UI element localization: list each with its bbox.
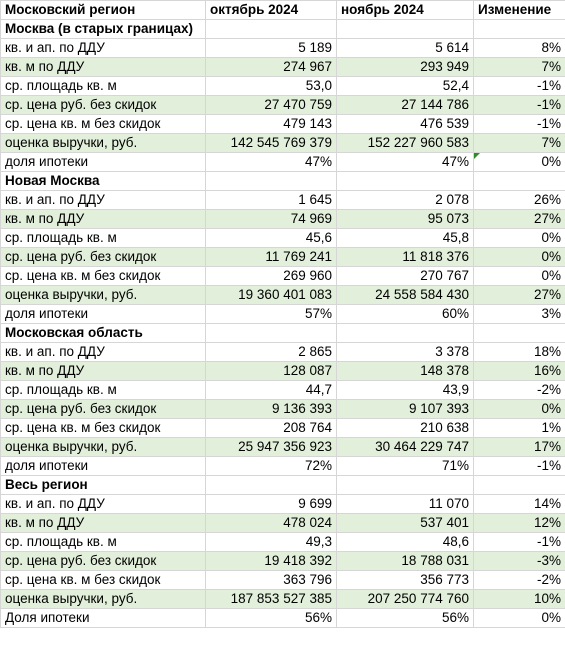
- change-cell[interactable]: 14%: [474, 495, 565, 514]
- header-row: [1, 1, 565, 20]
- empty-cell[interactable]: [474, 324, 565, 343]
- november-cell[interactable]: 9 107 393: [337, 400, 474, 419]
- october-cell[interactable]: 478 024: [206, 514, 337, 533]
- november-cell[interactable]: 148 378: [337, 362, 474, 381]
- november-cell[interactable]: 95 073: [337, 210, 474, 229]
- table-row: [1, 115, 565, 134]
- metric-cell[interactable]: ср. площадь кв. м: [1, 229, 206, 248]
- change-cell[interactable]: -2%: [474, 571, 565, 590]
- november-cell[interactable]: 537 401: [337, 514, 474, 533]
- metric-cell[interactable]: ср. цена кв. м без скидок: [1, 419, 206, 438]
- october-cell[interactable]: 363 796: [206, 571, 337, 590]
- november-cell[interactable]: 2 078: [337, 191, 474, 210]
- october-cell[interactable]: 47%: [206, 153, 337, 172]
- change-cell[interactable]: 18%: [474, 343, 565, 362]
- empty-cell[interactable]: [474, 172, 565, 191]
- november-cell[interactable]: 24 558 584 430: [337, 286, 474, 305]
- table-row: [1, 210, 565, 229]
- table-row: [1, 381, 565, 400]
- november-cell[interactable]: 43,9: [337, 381, 474, 400]
- october-cell[interactable]: 49,3: [206, 533, 337, 552]
- change-cell[interactable]: 0%: [474, 248, 565, 267]
- october-cell[interactable]: 25 947 356 923: [206, 438, 337, 457]
- november-cell[interactable]: 356 773: [337, 571, 474, 590]
- table-row: [1, 305, 565, 324]
- october-cell[interactable]: 9 136 393: [206, 400, 337, 419]
- section-header-row: [1, 476, 565, 495]
- metric-cell[interactable]: кв. и ап. по ДДУ: [1, 495, 206, 514]
- section-header-row: [1, 324, 565, 343]
- change-cell[interactable]: -2%: [474, 381, 565, 400]
- change-cell[interactable]: 12%: [474, 514, 565, 533]
- table-row: [1, 77, 565, 96]
- empty-cell[interactable]: [206, 476, 337, 495]
- metric-cell[interactable]: ср. площадь кв. м: [1, 381, 206, 400]
- metric-cell[interactable]: кв. м по ДДУ: [1, 362, 206, 381]
- october-cell[interactable]: 2 865: [206, 343, 337, 362]
- section-title[interactable]: Весь регион: [1, 476, 206, 495]
- november-cell[interactable]: 27 144 786: [337, 96, 474, 115]
- metric-cell[interactable]: оценка выручки, руб.: [1, 438, 206, 457]
- table-row: [1, 514, 565, 533]
- header-cell-change[interactable]: Изменение: [474, 1, 565, 20]
- change-cell[interactable]: 8%: [474, 39, 565, 58]
- empty-cell[interactable]: [337, 476, 474, 495]
- change-cell[interactable]: -1%: [474, 115, 565, 134]
- empty-cell[interactable]: [337, 324, 474, 343]
- change-cell[interactable]: 16%: [474, 362, 565, 381]
- table-row: [1, 248, 565, 267]
- metric-cell[interactable]: ср. цена кв. м без скидок: [1, 267, 206, 286]
- section-title[interactable]: Москва (в старых границах): [1, 20, 206, 39]
- table-row: [1, 400, 565, 419]
- change-cell[interactable]: 0%: [474, 267, 565, 286]
- table-row: [1, 58, 565, 77]
- november-cell[interactable]: 207 250 774 760: [337, 590, 474, 609]
- november-cell[interactable]: 71%: [337, 457, 474, 476]
- october-cell[interactable]: 44,7: [206, 381, 337, 400]
- october-cell[interactable]: 74 969: [206, 210, 337, 229]
- table-row: [1, 229, 565, 248]
- metric-cell[interactable]: ср. цена руб. без скидок: [1, 552, 206, 571]
- metric-cell[interactable]: ср. цена руб. без скидок: [1, 96, 206, 115]
- change-cell[interactable]: 17%: [474, 438, 565, 457]
- empty-cell[interactable]: [474, 20, 565, 39]
- empty-cell[interactable]: [206, 324, 337, 343]
- metric-cell[interactable]: кв. и ап. по ДДУ: [1, 191, 206, 210]
- table-row: [1, 457, 565, 476]
- metric-cell[interactable]: ср. площадь кв. м: [1, 533, 206, 552]
- november-cell[interactable]: 476 539: [337, 115, 474, 134]
- november-cell[interactable]: 60%: [337, 305, 474, 324]
- november-cell[interactable]: 47%: [337, 153, 474, 172]
- metric-cell[interactable]: ср. цена кв. м без скидок: [1, 571, 206, 590]
- table-row: [1, 267, 565, 286]
- october-cell[interactable]: 274 967: [206, 58, 337, 77]
- table-row: [1, 571, 565, 590]
- october-cell[interactable]: 128 087: [206, 362, 337, 381]
- october-cell[interactable]: 27 470 759: [206, 96, 337, 115]
- change-cell[interactable]: -3%: [474, 552, 565, 571]
- metric-cell[interactable]: оценка выручки, руб.: [1, 134, 206, 153]
- october-cell[interactable]: 72%: [206, 457, 337, 476]
- change-cell[interactable]: 7%: [474, 134, 565, 153]
- change-cell[interactable]: 0%: [474, 153, 565, 172]
- empty-cell[interactable]: [337, 172, 474, 191]
- table-row: [1, 96, 565, 115]
- october-cell[interactable]: 269 960: [206, 267, 337, 286]
- table-row: [1, 191, 565, 210]
- october-cell[interactable]: 11 769 241: [206, 248, 337, 267]
- metric-cell[interactable]: оценка выручки, руб.: [1, 590, 206, 609]
- october-cell[interactable]: 19 418 392: [206, 552, 337, 571]
- section-title[interactable]: Новая Москва: [1, 172, 206, 191]
- section-header-row: [1, 20, 565, 39]
- table-row: [1, 39, 565, 58]
- table-row: [1, 609, 565, 628]
- table-row: [1, 362, 565, 381]
- change-cell[interactable]: 0%: [474, 609, 565, 628]
- november-cell[interactable]: 45,8: [337, 229, 474, 248]
- metric-cell[interactable]: кв. м по ДДУ: [1, 58, 206, 77]
- november-cell[interactable]: 11 818 376: [337, 248, 474, 267]
- table-row: [1, 552, 565, 571]
- change-cell[interactable]: 26%: [474, 191, 565, 210]
- october-cell[interactable]: 479 143: [206, 115, 337, 134]
- metric-cell[interactable]: Доля ипотеки: [1, 609, 206, 628]
- metric-cell[interactable]: доля ипотеки: [1, 457, 206, 476]
- change-cell[interactable]: 3%: [474, 305, 565, 324]
- metric-cell[interactable]: кв. м по ДДУ: [1, 210, 206, 229]
- metric-cell[interactable]: доля ипотеки: [1, 305, 206, 324]
- october-cell[interactable]: 142 545 769 379: [206, 134, 337, 153]
- change-cell[interactable]: -1%: [474, 77, 565, 96]
- header-cell-october[interactable]: октябрь 2024: [206, 1, 337, 20]
- table-row: [1, 419, 565, 438]
- november-cell[interactable]: 18 788 031: [337, 552, 474, 571]
- change-cell[interactable]: -1%: [474, 457, 565, 476]
- november-cell[interactable]: 270 767: [337, 267, 474, 286]
- october-cell[interactable]: 19 360 401 083: [206, 286, 337, 305]
- change-cell[interactable]: 7%: [474, 58, 565, 77]
- metric-cell[interactable]: кв. и ап. по ДДУ: [1, 343, 206, 362]
- table-row: [1, 343, 565, 362]
- october-cell[interactable]: 53,0: [206, 77, 337, 96]
- november-cell[interactable]: 11 070: [337, 495, 474, 514]
- change-cell[interactable]: 10%: [474, 590, 565, 609]
- october-cell[interactable]: 1 645: [206, 191, 337, 210]
- empty-cell[interactable]: [206, 20, 337, 39]
- october-cell[interactable]: 5 189: [206, 39, 337, 58]
- change-cell[interactable]: 27%: [474, 286, 565, 305]
- metric-cell[interactable]: ср. цена руб. без скидок: [1, 400, 206, 419]
- metric-cell[interactable]: кв. и ап. по ДДУ: [1, 39, 206, 58]
- header-cell-region[interactable]: Московский регион: [1, 1, 206, 20]
- empty-cell[interactable]: [337, 20, 474, 39]
- november-cell[interactable]: 48,6: [337, 533, 474, 552]
- october-cell[interactable]: 9 699: [206, 495, 337, 514]
- november-cell[interactable]: 5 614: [337, 39, 474, 58]
- metric-cell[interactable]: оценка выручки, руб.: [1, 286, 206, 305]
- change-cell[interactable]: 0%: [474, 400, 565, 419]
- empty-cell[interactable]: [206, 172, 337, 191]
- empty-cell[interactable]: [474, 476, 565, 495]
- change-cell[interactable]: -1%: [474, 533, 565, 552]
- october-cell[interactable]: 187 853 527 385: [206, 590, 337, 609]
- section-title[interactable]: Московская область: [1, 324, 206, 343]
- november-cell[interactable]: 30 464 229 747: [337, 438, 474, 457]
- november-cell[interactable]: 56%: [337, 609, 474, 628]
- table-row: [1, 153, 565, 172]
- october-cell[interactable]: 56%: [206, 609, 337, 628]
- november-cell[interactable]: 52,4: [337, 77, 474, 96]
- metric-cell[interactable]: ср. площадь кв. м: [1, 77, 206, 96]
- change-cell[interactable]: 1%: [474, 419, 565, 438]
- header-cell-november[interactable]: ноябрь 2024: [337, 1, 474, 20]
- november-cell[interactable]: 210 638: [337, 419, 474, 438]
- change-cell[interactable]: 27%: [474, 210, 565, 229]
- change-cell[interactable]: -1%: [474, 96, 565, 115]
- october-cell[interactable]: 57%: [206, 305, 337, 324]
- metric-cell[interactable]: доля ипотеки: [1, 153, 206, 172]
- table-row: [1, 533, 565, 552]
- metric-cell[interactable]: кв. м по ДДУ: [1, 514, 206, 533]
- section-header-row: [1, 172, 565, 191]
- metric-cell[interactable]: ср. цена руб. без скидок: [1, 248, 206, 267]
- october-cell[interactable]: 208 764: [206, 419, 337, 438]
- metric-cell[interactable]: ср. цена кв. м без скидок: [1, 115, 206, 134]
- october-cell[interactable]: 45,6: [206, 229, 337, 248]
- table-row: [1, 438, 565, 457]
- change-cell[interactable]: 0%: [474, 229, 565, 248]
- table-row: [1, 134, 565, 153]
- table-row: [1, 286, 565, 305]
- november-cell[interactable]: 3 378: [337, 343, 474, 362]
- table-row: [1, 495, 565, 514]
- table-row: [1, 590, 565, 609]
- november-cell[interactable]: 152 227 960 583: [337, 134, 474, 153]
- november-cell[interactable]: 293 949: [337, 58, 474, 77]
